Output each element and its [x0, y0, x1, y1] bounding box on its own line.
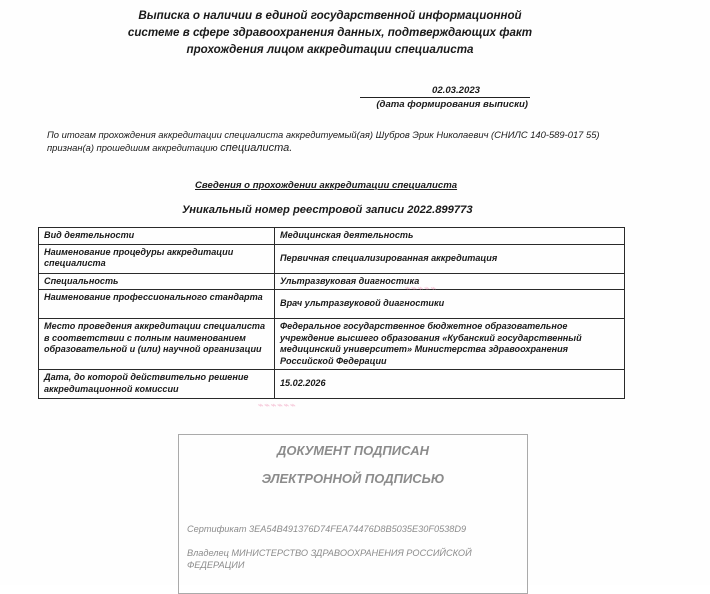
row-value: Первичная специализированная аккредитация: [275, 244, 625, 273]
row-value: Ультразвуковая диагностика: [275, 273, 625, 290]
intro-tail: специалиста.: [220, 142, 293, 154]
issue-date-caption: (дата формирования выписки): [376, 99, 528, 110]
row-label: Наименование процедуры аккредитации специалиста: [39, 244, 275, 273]
signature-subheading: ЭЛЕКТРОННОЙ ПОДПИСЬЮ: [261, 471, 445, 486]
certificate-number: Сертификат 3EA54B491376D74FEA74476D8B5035E30F0538D9: [187, 524, 467, 534]
table-row: [39, 290, 625, 319]
section-title: Сведения о прохождении аккредитации специалиста: [195, 180, 458, 191]
row-value: Медицинская деятельность: [275, 228, 625, 245]
row-value: Федеральное государственное бюджетное образовательное учреждение высшего образования «Кубанский государственный медицинский университет» Министерства здравоохранения Российской Федерации: [275, 319, 625, 370]
table-row: [39, 273, 625, 290]
row-label: Дата, до которой действительно решение аккредитационной комиссии: [39, 370, 275, 399]
row-label: Наименование профессионального стандарта: [39, 290, 275, 319]
table-row: [39, 228, 625, 245]
table-row: [39, 370, 625, 399]
signature-heading: ДОКУМЕНТ ПОДПИСАН: [277, 443, 429, 458]
intro-text: По итогам прохождения аккредитации специалиста аккредитуемый(ая) Шубров Эрик Николаевич (СНИЛС 140-589-017 55) признан(а) прошедшим аккредитацию: [47, 129, 600, 153]
electronic-signature-box: [178, 434, 528, 594]
row-label: Специальность: [39, 273, 275, 290]
row-label: Вид деятельности: [39, 228, 275, 245]
issue-date: 02.03.2023: [360, 84, 530, 98]
stamp-mark-2: ⌁⌁⌁⌁⌁⌁: [258, 400, 297, 410]
document-title: Выписка о наличии в единой государственной информационной системе в сфере здравоохранения данных, подтверждающих факт прохождения лицом аккредитации специалиста: [127, 9, 533, 56]
row-label: Место проведения аккредитации специалиста в соответствии с полным наименованием образовательной и (или) научной организации: [39, 319, 275, 370]
accreditation-table: [38, 227, 625, 399]
table-row: [39, 319, 625, 370]
table-row: [39, 244, 625, 273]
record-number: Уникальный номер реестровой записи 2022.899773: [182, 204, 473, 216]
row-value: Врач ультразвуковой диагностики: [275, 290, 625, 319]
stamp-mark-1: ⌁⌁⌁⌁⌁: [405, 283, 438, 293]
date-block: [360, 84, 530, 111]
row-value: 15.02.2026: [275, 370, 625, 399]
intro-paragraph: [47, 128, 617, 155]
certificate-owner: Владелец МИНИСТЕРСТВО ЗДРАВООХРАНЕНИЯ РОССИЙСКОЙ ФЕДЕРАЦИИ: [187, 548, 472, 570]
